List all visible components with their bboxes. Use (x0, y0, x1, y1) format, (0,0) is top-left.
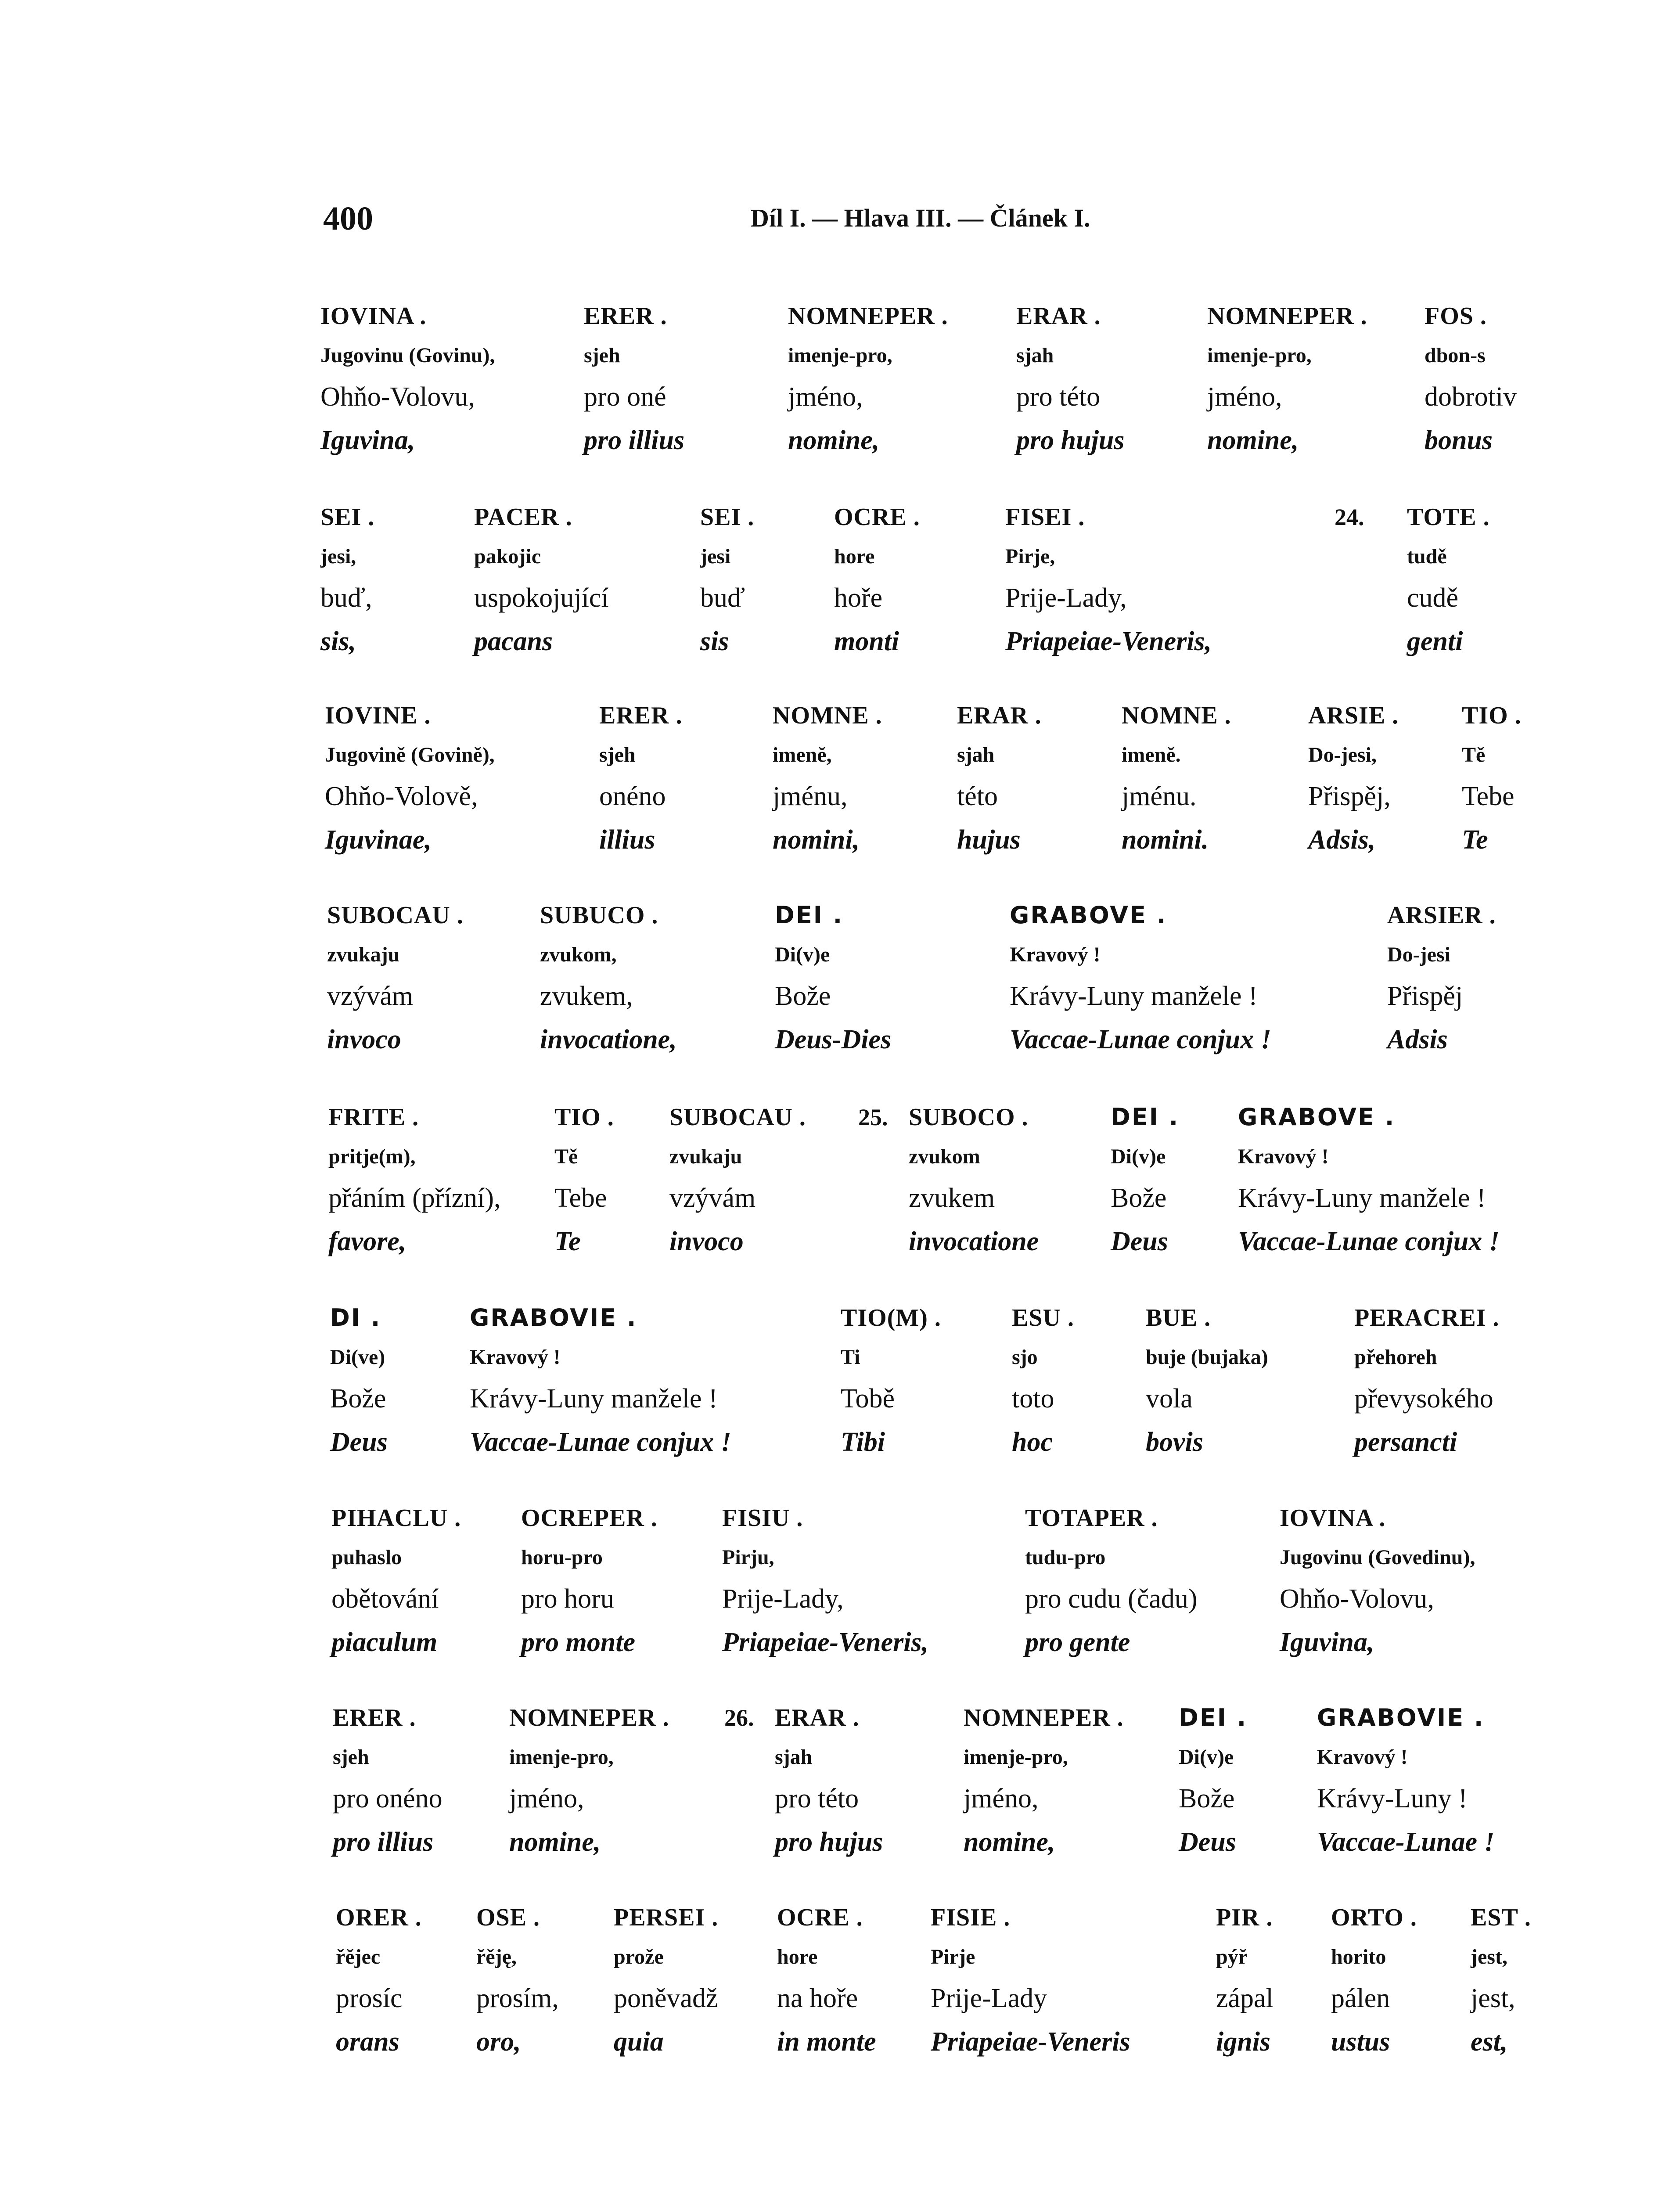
umbrian-word: ORER . (336, 1904, 422, 1931)
old-czech-gloss: Pirju, (722, 1546, 774, 1569)
latin-translation: Iguvina, (320, 425, 415, 455)
old-czech-gloss: řějec (336, 1945, 381, 1968)
czech-translation: zvukem, (540, 981, 633, 1011)
word-group (669, 1098, 806, 1263)
old-czech-gloss: zvukaju (669, 1145, 742, 1168)
czech-translation: pro cudu (čadu) (1025, 1584, 1198, 1614)
word-group (841, 1298, 941, 1464)
word-group (964, 1698, 1124, 1864)
old-czech-gloss: horito (1331, 1945, 1386, 1968)
word-group (1179, 1698, 1247, 1864)
czech-translation: Prije-Lady (931, 1983, 1047, 2013)
word-group (775, 1698, 883, 1864)
word-group (521, 1498, 658, 1664)
old-czech-gloss: Jugovině (Govině), (325, 743, 495, 766)
czech-translation: pro této (775, 1784, 859, 1814)
old-czech-gloss: Kravový ! (470, 1346, 561, 1369)
text-row (0, 296, 1680, 455)
latin-translation: bovis (1146, 1427, 1203, 1457)
czech-translation: této (957, 781, 998, 811)
text-row (0, 497, 1680, 656)
old-czech-gloss: Di(v)e (1179, 1745, 1234, 1769)
old-czech-gloss: jest, (1471, 1945, 1507, 1968)
umbrian-word: IOVINA . (1280, 1504, 1386, 1532)
czech-translation: Bože (330, 1384, 386, 1414)
latin-translation: bonus (1425, 425, 1493, 455)
latin-translation: Priapeiae-Veneris (931, 2027, 1130, 2057)
czech-translation: jménu, (773, 781, 848, 811)
old-czech-gloss: hore (834, 545, 875, 568)
text-row (0, 1898, 1680, 2057)
text-row (0, 1698, 1680, 1857)
latin-translation: pro gente (1025, 1627, 1130, 1657)
old-czech-gloss: sjah (957, 743, 995, 766)
word-group (1471, 1898, 1531, 2064)
czech-translation: Krávy-Luny manžele ! (1238, 1183, 1486, 1213)
old-czech-gloss: tudu-pro (1025, 1546, 1106, 1569)
umbrian-word: OCRE . (777, 1904, 863, 1931)
running-head: Díl I. — Hlava III. — Článek I. (751, 204, 1090, 232)
word-group (1025, 1498, 1198, 1664)
czech-translation: obětování (331, 1584, 439, 1614)
czech-translation: jméno, (509, 1784, 584, 1814)
czech-translation: Bože (775, 981, 831, 1011)
word-group (1331, 1898, 1417, 2064)
czech-translation: zvukem (909, 1183, 995, 1213)
word-group (1354, 1298, 1499, 1464)
czech-translation: zápal (1216, 1983, 1273, 2013)
umbrian-word: DEI . (1111, 1103, 1180, 1131)
old-czech-gloss: sjeh (584, 344, 620, 367)
word-group (777, 1898, 876, 2064)
old-czech-gloss: Kravový ! (1010, 943, 1101, 966)
czech-translation: poněvadž (614, 1983, 718, 2013)
old-czech-gloss: pýř (1216, 1945, 1248, 1968)
word-group (474, 497, 609, 663)
old-czech-gloss: zvukom (909, 1145, 980, 1168)
latin-translation: invoco (327, 1025, 401, 1054)
umbrian-word: GRABOVE . (1010, 901, 1167, 929)
old-czech-gloss: jesi (700, 545, 731, 568)
umbrian-word: OCREPER . (521, 1504, 658, 1532)
umbrian-word: TIO . (554, 1104, 614, 1131)
latin-translation: pro illius (584, 425, 685, 455)
word-group (1425, 296, 1517, 462)
word-group (554, 1098, 614, 1263)
umbrian-word: FRITE . (328, 1104, 419, 1131)
umbrian-word: SEI . (320, 504, 375, 531)
old-czech-gloss: sjo (1012, 1346, 1038, 1369)
word-group (325, 696, 495, 862)
latin-translation: pacans (474, 626, 553, 656)
umbrian-word: GRABOVE . (1238, 1103, 1396, 1131)
old-czech-gloss: řěję, (476, 1945, 517, 1968)
latin-translation: ignis (1216, 2027, 1271, 2057)
czech-translation: buď (700, 583, 745, 613)
czech-translation: pro horu (521, 1584, 614, 1614)
czech-translation: Přispěj (1387, 981, 1463, 1011)
latin-translation: Deus-Dies (775, 1025, 892, 1054)
old-czech-gloss: zvukaju (327, 943, 400, 966)
umbrian-word: GRABOVIE . (470, 1304, 637, 1331)
old-czech-gloss: pakojic (474, 545, 541, 568)
czech-translation: onéno (599, 781, 666, 811)
latin-translation: Priapeiae-Veneris, (1005, 626, 1212, 656)
latin-translation: nomini, (773, 825, 860, 855)
word-group (509, 1698, 669, 1864)
latin-translation: Adsis (1387, 1025, 1448, 1054)
old-czech-gloss: Di(v)e (775, 943, 830, 966)
word-group (834, 497, 920, 663)
word-group (614, 1898, 718, 2064)
word-group (1462, 696, 1522, 862)
latin-translation: piaculum (331, 1627, 438, 1657)
umbrian-word: GRABOVIE . (1317, 1704, 1485, 1731)
latin-translation: invoco (669, 1227, 744, 1256)
word-group (1111, 1098, 1179, 1263)
latin-translation: Vaccae-Lunae conjux ! (1010, 1025, 1271, 1054)
umbrian-word: FISIU . (722, 1504, 803, 1532)
old-czech-gloss: prože (614, 1945, 664, 1968)
latin-translation: Iguvinae, (325, 825, 432, 855)
latin-translation: ustus (1331, 2027, 1390, 2057)
old-czech-gloss: Jugovinu (Govedinu), (1280, 1546, 1475, 1569)
latin-translation: pro monte (521, 1627, 636, 1657)
umbrian-word: PERSEI . (614, 1904, 719, 1931)
word-group (540, 896, 677, 1062)
old-czech-gloss: tudě (1407, 545, 1447, 568)
czech-translation: prosíc (336, 1983, 403, 2013)
czech-translation: vola (1146, 1384, 1193, 1414)
latin-translation: Deus (330, 1427, 388, 1457)
latin-translation: quia (614, 2027, 664, 2057)
old-czech-gloss: Di(ve) (330, 1346, 385, 1369)
latin-translation: Te (1462, 825, 1488, 855)
word-group (331, 1498, 461, 1664)
latin-translation: nomine, (1207, 425, 1299, 455)
czech-translation: pro oné (584, 382, 666, 412)
latin-translation: illius (599, 825, 655, 855)
old-czech-gloss: sjah (1016, 344, 1054, 367)
page-number: 400 (323, 200, 373, 237)
verse-number: 26. (724, 1705, 754, 1731)
umbrian-word: PERACREI . (1354, 1304, 1500, 1331)
czech-translation: převysokého (1354, 1384, 1493, 1414)
latin-translation: in monte (777, 2027, 876, 2057)
latin-translation: Vaccae-Lunae conjux ! (470, 1427, 731, 1457)
old-czech-gloss: Pirje, (1005, 545, 1055, 568)
umbrian-word: ERAR . (957, 702, 1042, 729)
old-czech-gloss: jesi, (320, 545, 356, 568)
umbrian-word: ERER . (599, 702, 683, 729)
umbrian-word: ARSIER . (1387, 902, 1496, 929)
czech-translation: Bože (1111, 1183, 1167, 1213)
umbrian-word: ERER . (584, 302, 667, 330)
word-group (1238, 1098, 1500, 1263)
czech-translation: přáním (přízní), (328, 1183, 501, 1213)
old-czech-gloss: imeně, (773, 743, 832, 766)
word-group (1005, 497, 1212, 663)
umbrian-word: NOMNE . (1122, 702, 1231, 729)
word-group (773, 696, 882, 862)
latin-translation: persancti (1354, 1427, 1457, 1457)
czech-translation: jméno, (964, 1784, 1039, 1814)
czech-translation: toto (1012, 1384, 1054, 1414)
umbrian-word: BUE . (1146, 1304, 1211, 1331)
umbrian-word: DEI . (775, 901, 844, 929)
czech-translation: Bože (1179, 1784, 1235, 1814)
latin-translation: Tibi (841, 1427, 885, 1457)
czech-translation: jméno, (788, 382, 863, 412)
latin-translation: pro illius (333, 1827, 434, 1857)
old-czech-gloss: zvukom, (540, 943, 617, 966)
umbrian-word: IOVINA . (320, 302, 427, 330)
word-group (1317, 1698, 1495, 1864)
czech-translation: jest, (1471, 1983, 1515, 2013)
old-czech-gloss: pritje(m), (328, 1145, 416, 1168)
czech-translation: Tebe (554, 1183, 607, 1213)
czech-translation: pro této (1016, 382, 1101, 412)
old-czech-gloss: Do-jesi (1387, 943, 1450, 966)
latin-translation: nomine, (964, 1827, 1055, 1857)
old-czech-gloss: Pirje (931, 1945, 975, 1968)
word-group (957, 696, 1042, 862)
latin-translation: Priapeiae-Veneris, (722, 1627, 929, 1657)
umbrian-word: NOMNEPER . (509, 1704, 669, 1731)
verse-number: 24. (1335, 504, 1364, 530)
word-group (1407, 497, 1490, 663)
czech-translation: Ohňo-Volovu, (1280, 1584, 1434, 1614)
latin-translation: sis (700, 626, 729, 656)
word-group (333, 1698, 442, 1864)
czech-translation: vzývám (669, 1183, 756, 1213)
old-czech-gloss: imenje-pro, (1207, 344, 1312, 367)
old-czech-gloss: sjeh (599, 743, 636, 766)
czech-translation: jméno, (1207, 382, 1282, 412)
umbrian-word: ERAR . (1016, 302, 1101, 330)
old-czech-gloss: sjah (775, 1745, 813, 1769)
word-group (700, 497, 754, 663)
latin-translation: Vaccae-Lunae ! (1317, 1827, 1495, 1857)
word-group (722, 1498, 928, 1664)
word-group (1016, 296, 1124, 462)
umbrian-word: IOVINE . (325, 702, 431, 729)
old-czech-gloss: dbon-s (1425, 344, 1486, 367)
word-group (327, 896, 464, 1062)
old-czech-gloss: imenje-pro, (788, 344, 892, 367)
latin-translation: nomine, (788, 425, 880, 455)
umbrian-word: SUBOCAU . (327, 902, 464, 929)
umbrian-word: ERAR . (775, 1704, 860, 1731)
word-group (1216, 1898, 1273, 2064)
old-czech-gloss: imeně. (1122, 743, 1181, 766)
old-czech-gloss: horu-pro (521, 1546, 603, 1569)
word-group (909, 1098, 1039, 1263)
czech-translation: na hoře (777, 1983, 858, 2013)
text-row (0, 696, 1680, 855)
word-group (336, 1898, 422, 2064)
umbrian-word: PIHACLU . (331, 1504, 461, 1532)
word-group (1012, 1298, 1074, 1464)
czech-translation: Tobě (841, 1384, 895, 1414)
latin-translation: nomini. (1122, 825, 1209, 855)
umbrian-word: ORTO . (1331, 1904, 1417, 1931)
umbrian-word: TIO . (1462, 702, 1522, 729)
word-group (476, 1898, 559, 2064)
czech-translation: prosím, (476, 1983, 559, 2013)
czech-translation: Krávy-Luny ! (1317, 1784, 1468, 1814)
word-group (931, 1898, 1130, 2064)
old-czech-gloss: Kravový ! (1317, 1745, 1408, 1769)
word-group (1308, 696, 1399, 862)
word-group (775, 896, 891, 1062)
umbrian-word: SUBOCO . (909, 1104, 1029, 1131)
latin-translation: invocatione, (540, 1025, 677, 1054)
word-group (1122, 696, 1231, 862)
word-group (1280, 1498, 1475, 1664)
old-czech-gloss: Di(v)e (1111, 1145, 1166, 1168)
umbrian-word: PIR . (1216, 1904, 1273, 1931)
word-group (328, 1098, 501, 1263)
umbrian-word: TOTE . (1407, 504, 1490, 531)
umbrian-word: SEI . (700, 504, 755, 531)
umbrian-word: NOMNEPER . (964, 1704, 1124, 1731)
umbrian-word: ARSIE . (1308, 702, 1399, 729)
latin-translation: Te (554, 1227, 581, 1256)
czech-translation: Ohňo-Volovu, (320, 382, 475, 412)
verse-number: 25. (858, 1104, 888, 1130)
umbrian-word: NOMNEPER . (788, 302, 948, 330)
latin-translation: invocatione (909, 1227, 1039, 1256)
old-czech-gloss: Ti (841, 1346, 860, 1369)
umbrian-word: OCRE . (834, 504, 920, 531)
latin-translation: hujus (957, 825, 1021, 855)
czech-translation: uspokojující (474, 583, 609, 613)
word-group (330, 1298, 388, 1464)
latin-translation: Iguvina, (1280, 1627, 1374, 1657)
latin-translation: nomine, (509, 1827, 601, 1857)
czech-translation: Tebe (1462, 781, 1515, 811)
old-czech-gloss: sjeh (333, 1745, 369, 1769)
latin-translation: hoc (1012, 1427, 1053, 1457)
word-group (584, 296, 684, 462)
czech-translation: Prije-Lady, (722, 1584, 844, 1614)
umbrian-word: DI . (330, 1304, 381, 1331)
czech-translation: cudě (1407, 583, 1459, 613)
word-group (1387, 896, 1496, 1062)
latin-translation: pro hujus (1016, 425, 1125, 455)
umbrian-word: NOMNE . (773, 702, 882, 729)
latin-translation: favore, (328, 1227, 407, 1256)
latin-translation: est, (1471, 2027, 1508, 2057)
text-row (0, 1298, 1680, 1457)
umbrian-word: TIO(M) . (841, 1304, 941, 1331)
latin-translation: Vaccae-Lunae conjux ! (1238, 1227, 1500, 1256)
umbrian-word: ESU . (1012, 1304, 1074, 1331)
czech-translation: vzývám (327, 981, 414, 1011)
latin-translation: orans (336, 2027, 399, 2057)
umbrian-word: EST . (1471, 1904, 1531, 1931)
word-group (320, 296, 495, 462)
old-czech-gloss: Kravový ! (1238, 1145, 1329, 1168)
umbrian-word: FISIE . (931, 1904, 1011, 1931)
umbrian-word: OSE . (476, 1904, 540, 1931)
old-czech-gloss: hore (777, 1945, 818, 1968)
umbrian-word: PACER . (474, 504, 572, 531)
umbrian-word: SUBUCO . (540, 902, 658, 929)
latin-translation: monti (834, 626, 899, 656)
czech-translation: jménu. (1122, 781, 1197, 811)
old-czech-gloss: Jugovinu (Govinu), (320, 344, 495, 367)
czech-translation: pro onéno (333, 1784, 442, 1814)
word-group (788, 296, 948, 462)
umbrian-word: DEI . (1179, 1704, 1248, 1731)
czech-translation: Ohňo-Volově, (325, 781, 478, 811)
word-group (1146, 1298, 1268, 1464)
umbrian-word: NOMNEPER . (1207, 302, 1367, 330)
latin-translation: genti (1407, 626, 1463, 656)
word-group (599, 696, 683, 862)
czech-translation: dobrotiv (1425, 382, 1517, 412)
czech-translation: hoře (834, 583, 883, 613)
text-row (0, 896, 1680, 1054)
czech-translation: Krávy-Luny manžele ! (1010, 981, 1258, 1011)
word-group (470, 1298, 731, 1464)
latin-translation: Deus (1179, 1827, 1236, 1857)
umbrian-word: FISEI . (1005, 504, 1085, 531)
latin-translation: pro hujus (775, 1827, 883, 1857)
czech-translation: Přispěj, (1308, 781, 1391, 811)
latin-translation: Deus (1111, 1227, 1168, 1256)
umbrian-word: ERER . (333, 1704, 416, 1731)
word-group (320, 497, 374, 663)
czech-translation: Krávy-Luny manžele ! (470, 1384, 718, 1414)
text-row (0, 1098, 1680, 1256)
czech-translation: buď, (320, 583, 372, 613)
old-czech-gloss: buje (bujaka) (1146, 1346, 1268, 1369)
latin-translation: Adsis, (1308, 825, 1376, 855)
old-czech-gloss: Tě (1462, 743, 1486, 766)
old-czech-gloss: imenje-pro, (964, 1745, 1068, 1769)
umbrian-word: SUBOCAU . (669, 1104, 806, 1131)
latin-translation: oro, (476, 2027, 521, 2057)
text-row (0, 1498, 1680, 1657)
word-group (1207, 296, 1367, 462)
old-czech-gloss: imenje-pro, (509, 1745, 614, 1769)
word-group (1010, 896, 1271, 1062)
old-czech-gloss: Do-jesi, (1308, 743, 1377, 766)
old-czech-gloss: Tě (554, 1145, 578, 1168)
old-czech-gloss: přehoreh (1354, 1346, 1437, 1369)
czech-translation: Prije-Lady, (1005, 583, 1127, 613)
czech-translation: pálen (1331, 1983, 1390, 2013)
umbrian-word: FOS . (1425, 302, 1487, 330)
old-czech-gloss: puhaslo (331, 1546, 402, 1569)
latin-translation: sis, (320, 626, 356, 656)
umbrian-word: TOTAPER . (1025, 1504, 1158, 1532)
